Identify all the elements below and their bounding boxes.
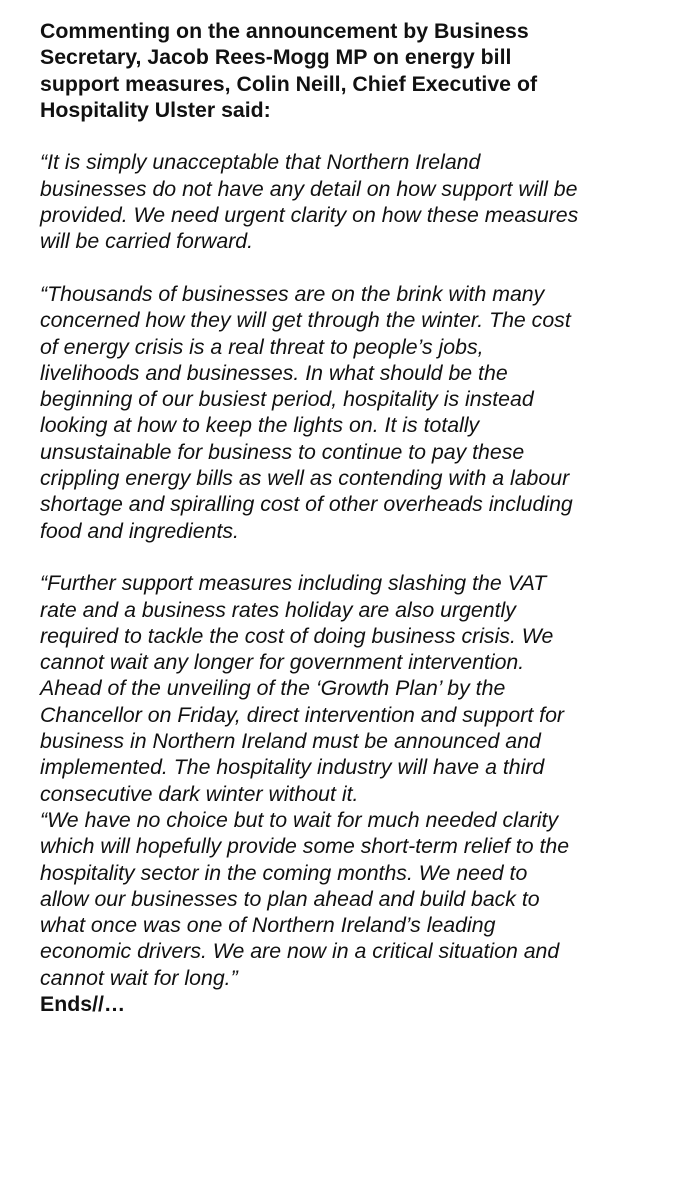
quote-line: implemented. The hospitality industry will have a third	[40, 755, 545, 780]
quote-line: of energy crisis is a real threat to people’s jobs,	[40, 334, 484, 359]
quote-line: which will hopefully provide some short-term relief to the	[40, 834, 570, 859]
heading-line: support measures, Colin Neill, Chief Executive of	[40, 71, 538, 96]
quote-line: cannot wait for long.”	[40, 965, 238, 990]
paragraph-gap	[40, 255, 680, 281]
quote-line: “Further support measures including slashing the VAT	[40, 571, 547, 596]
paragraph-gap	[40, 544, 680, 570]
quote-line: looking at how to keep the lights on. It is totally	[40, 413, 480, 438]
quote-line: provided. We need urgent clarity on how these measures	[40, 203, 579, 228]
quote-line: “It is simply unacceptable that Northern Ireland	[40, 150, 481, 175]
quote-line: food and ingredients.	[40, 518, 239, 543]
quote-line: livelihoods and businesses. In what should be the	[40, 360, 508, 385]
quote-paragraph-3	[40, 570, 680, 991]
quote-line: “Thousands of businesses are on the brink with many	[40, 281, 545, 306]
quote-line: “We have no choice but to wait for much needed clarity	[40, 807, 559, 832]
quote-line: required to tackle the cost of doing business crisis. We	[40, 623, 554, 648]
quote-line: crippling energy bills as well as contending with a labour	[40, 466, 570, 491]
quote-line: will be carried forward.	[40, 229, 254, 254]
quote-line: unsustainable for business to continue to pay these	[40, 439, 525, 464]
quote-line: Chancellor on Friday, direct intervention and support for	[40, 702, 565, 727]
quote-line: shortage and spiralling cost of other overheads including	[40, 492, 573, 517]
heading-line: Hospitality Ulster said:	[40, 97, 271, 122]
statement-heading	[40, 18, 680, 123]
ends-marker: Ends//…	[40, 991, 126, 1016]
quote-paragraph-2	[40, 281, 680, 544]
heading-line: Secretary, Jacob Rees-Mogg MP on energy bill	[40, 45, 512, 70]
quote-line: allow our businesses to plan ahead and build back to	[40, 886, 540, 911]
quote-line: businesses do not have any detail on how support will be	[40, 176, 578, 201]
quote-line: hospitality sector in the coming months. We need to	[40, 860, 528, 885]
quote-line: economic drivers. We are now in a critical situation and	[40, 939, 560, 964]
quote-line: consecutive dark winter without it.	[40, 781, 359, 806]
quote-line: what once was one of Northern Ireland’s leading	[40, 913, 496, 938]
paragraph-gap	[40, 123, 680, 149]
quote-line: concerned how they will get through the winter. The cost	[40, 308, 571, 333]
quote-paragraph-1	[40, 149, 680, 254]
heading-line: Commenting on the announcement by Business	[40, 19, 529, 43]
quote-line: rate and a business rates holiday are also urgently	[40, 597, 516, 622]
press-statement	[40, 18, 680, 1017]
quote-line: Ahead of the unveiling of the ‘Growth Plan’ by the	[40, 676, 506, 701]
quote-line: business in Northern Ireland must be announced and	[40, 729, 541, 754]
quote-line: cannot wait any longer for government intervention.	[40, 650, 525, 675]
quote-line: beginning of our busiest period, hospitality is instead	[40, 387, 534, 412]
